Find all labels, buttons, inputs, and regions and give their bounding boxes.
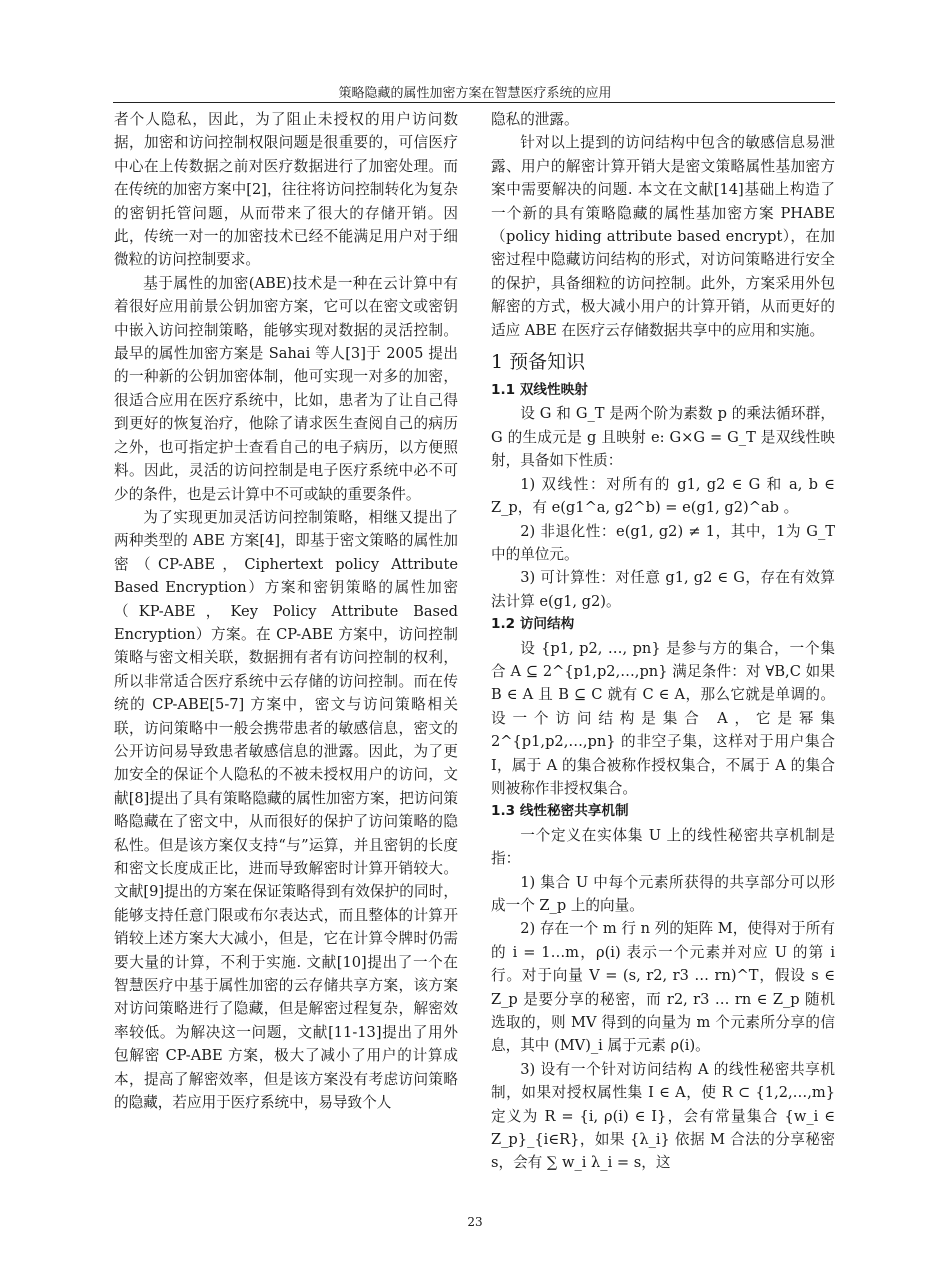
- page-number: 23: [467, 1215, 483, 1229]
- paragraph: 设 {p1, p2, …, pn} 是参与方的集合，一个集合 A ⊆ 2^{p1,p2,…,pn} 满足条件：对 ∀B,C 如果 B ∈ A 且 B ⊆ C 就有 C ∈ A，那么它就是单调的。设一个访问结构是集合 A，它是幂集 2^{p1,p2,…,pn} 的非空子集，这样对于用户集合 I，属于 A 的集合被称作授权集合，不属于 A 的集合则被称作非授权集合。: [491, 639, 835, 797]
- paragraph: 者个人隐私，因此，为了阻止未授权的用户访问数据，加密和访问控制权限问题是很重要的，可信医疗中心在上传数据之前对医疗数据进行了加密处理。而在传统的加密方案中[2]，往往将访问控制转化为复杂的密钥托管问题，从而带来了很大的存储开销。因此，传统一对一的加密技术已经不能满足用户对于细微粒的访问控制要求。: [114, 111, 458, 269]
- section-heading: 1 预备知识: [491, 351, 586, 374]
- paragraph: 一个定义在实体集 U 上的线性秘密共享机制是指：: [491, 826, 835, 868]
- paragraph: 隐私的泄露。: [491, 111, 579, 128]
- list-item: 3) 可计算性：对任意 g1, g2 ∈ G，存在有效算法计算 e(g1, g2)。: [491, 569, 835, 610]
- list-item: 1) 集合 U 中每个元素所获得的共享部分可以形成一个 Z_p 上的向量。: [491, 873, 835, 914]
- header-rule: [113, 102, 835, 103]
- subsection-heading: 1.1 双线性映射: [491, 382, 588, 399]
- paragraph: 设 G 和 G_T 是两个阶为素数 p 的乘法循环群，G 的生成元是 g 且映射 e: G×G = G_T 是双线性映射，具备如下性质：: [491, 405, 835, 470]
- paragraph: 针对以上提到的访问结构中包含的敏感信息易泄露、用户的解密计算开销大是密文策略属性基加密方案中需要解决的问题. 本文在文献[14]基础上构造了一个新的具有策略隐藏的属性基加密方案 PHABE（policy hiding attribute based encrypt），在加密过程中隐藏访问结构的形式，对访问策略进行安全的保护，具备细粒的访问控制。此外，方案采用外包解密的方式，极大减小用户的计算开销，从而更好的适应 ABE 在医疗云存储数据共享中的应用和实施。: [491, 134, 835, 339]
- list-item: 3) 设有一个针对访问结构 A 的线性秘密共享机制，如果对授权属性集 I ∈ A，使 R ⊂ {1,2,…,m} 定义为 R = {i, ρ(i) ∈ I}，会有常量集合 {w_i ∈ Z_p}_{i∈R}，如果 {λ_i} 依据 M 合法的分享秘密 s，会有 ∑ w_i λ_i = s，这: [491, 1060, 835, 1172]
- list-item: 1) 双线性：对所有的 g1, g2 ∈ G 和 a, b ∈ Z_p，有 e(g1^a, g2^b) = e(g1, g2)^ab 。: [491, 475, 835, 517]
- subsection-heading: 1.2 访问结构: [491, 616, 575, 633]
- paragraph: 为了实现更加灵活访问控制策略，相继又提出了两种类型的 ABE 方案[4]，即基于密文策略的属性加密（CP-ABE，Ciphertext policy Attribute Based Encryption）方案和密钥策略的属性加密（KP-ABE，Key Policy Attribute Based Encryption）方案。在 CP-ABE 方案中，访问控制策略与密文相关联，数据拥有者有访问控制的权利，所以非常适合医疗系统中云存储的访问控制。而在传统的 CP-ABE[5-7] 方案中，密文与访问策略相关联，访问策略中一般会携带患者的敏感信息，密文的公开访问易导致患者敏感信息的泄露。因此，为了更加安全的保证个人隐私的不被未授权用户的访问，文献[8]提出了具有策略隐藏的属性加密方案，把访问策略隐藏在了密文中，从而很好的保护了访问策略的隐私性。但是该方案仅支持“与”运算，并且密钥的长度和密文长度成正比，进而导致解密时计算开销较大。文献[9]提出的方案在保证策略得到有效保护的同时，能够支持任意门限或布尔表达式，而且整体的计算开销较上述方案大大减小，但是，它在计算令牌时仍需要大量的计算，不利于实施. 文献[10]提出了一个在智慧医疗中基于属性加密的云存储共享方案，该方案对访问策略进行了隐藏，但是解密过程复杂，解密效率较低。为解决这一问题，文献[11-13]提出了用外包解密 CP-ABE 方案，极大了减小了用户的计算成本，提高了解密效率，但是该方案没有考虑访问策略的隐藏，若应用于医疗系统中，易导致个人: [114, 508, 458, 1112]
- subsection-heading: 1.3 线性秘密共享机制: [491, 803, 629, 820]
- list-item: 2) 存在一个 m 行 n 列的矩阵 M，使得对于所有的 i = 1…m，ρ(i) 表示一个元素并对应 U 的第 i 行。对于向量 V = (s, r2, r3 … rn)^T，假设 s ∈ Z_p 是要分享的秘密，而 r2, r3 … rn ∈ Z_p 随机选取的，则 MV 得到的向量为 m 个元素所分享的信息，其中 (MV)_i 属于元素 ρ(i)。: [491, 920, 835, 1055]
- right-column: [491, 108, 835, 1175]
- list-item: 2) 非退化性：e(g1, g2) ≠ 1，其中，1为 G_T 中的单位元。: [491, 522, 835, 563]
- left-column: [114, 108, 458, 1114]
- running-title: 策略隐藏的属性加密方案在智慧医疗系统的应用: [338, 86, 612, 101]
- paragraph: 基于属性的加密(ABE)技术是一种在云计算中有着很好应用前景公钥加密方案，它可以在密文或密钥中嵌入访问控制策略，能够实现对数据的灵活控制。最早的属性加密方案是 Sahai 等人[3]于 2005 提出的一种新的公钥加密体制，他可实现一对多的加密，很适合应用在医疗系统中，比如，患者为了让自己得到更好的恢复治疗，他除了请求医生查阅自己的病历之外，也可指定护士查看自己的电子病历，以方便照料。因此，灵活的访问控制是电子医疗系统中必不可少的条件，也是云计算中不可或缺的重要条件。: [114, 274, 458, 503]
